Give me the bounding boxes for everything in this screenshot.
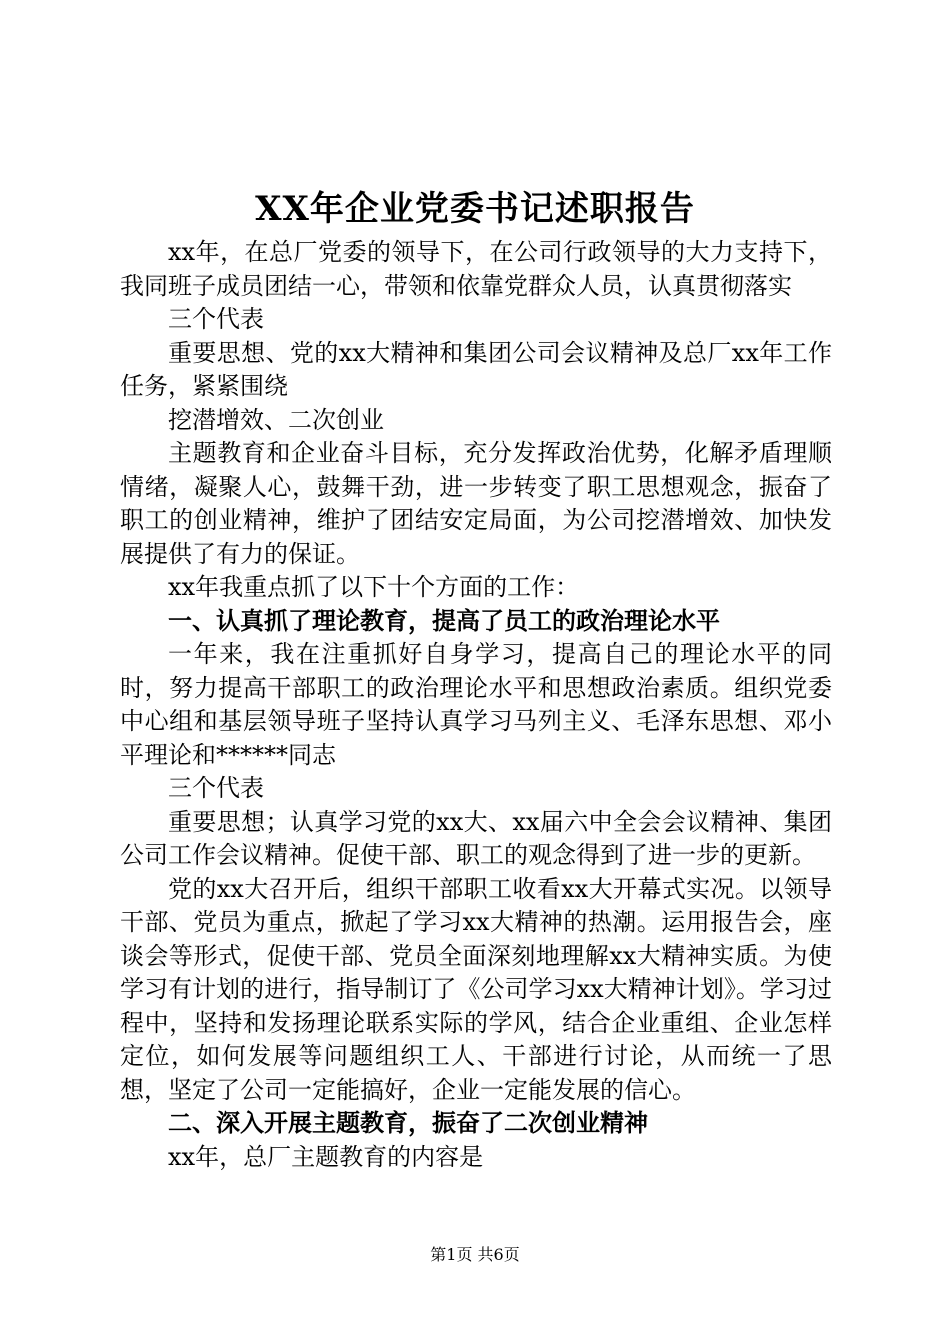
paragraph: 三个代表 <box>168 774 264 802</box>
paragraph: 党的xx大召开后，组织干部职工收看xx大开幕式实况。以领导干部、党员为重点，掀起了学习xx大精神的热潮。运用报告会，座谈会等形式，促使干部、党员全面深刻地理解xx大精神实质。为使学习有计划的进行，指导制订了《公司学习xx大精神计划》。学习过程中，坚持和发扬理论联系实际的学风，结合企业重组、企业怎样定位，如何发展等问题组织工人、干部进行讨论，从而统一了思想，坚定了公司一定能搞好，企业一定能发展的信心。 <box>120 874 832 1104</box>
paragraph: 重要思想；认真学习党的xx大、xx届六中全会会议精神、集团公司工作会议精神。促使干部、职工的观念得到了进一步的更新。 <box>120 807 832 869</box>
paragraph: 三个代表 <box>168 305 264 333</box>
document-title: XX年企业党委书记述职报告 <box>255 189 695 229</box>
page-footer: 第1页 共6页 <box>430 1245 520 1264</box>
section-heading: 二、深入开展主题教育，振奋了二次创业精神 <box>168 1109 648 1137</box>
paragraph: 挖潜增效、二次创业 <box>168 405 384 434</box>
paragraph: xx年，在总厂党委的领导下，在公司行政领导的大力支持下，我同班子成员团结一心，带领和依靠党群众人员，认真贯彻落实 <box>120 238 832 300</box>
document-body <box>120 236 832 1174</box>
paragraph: 一年来，我在注重抓好自身学习，提高自己的理论水平的同时，努力提高干部职工的政治理论水平和思想政治素质。组织党委中心组和基层领导班子坚持认真学习马列主义、毛泽东思想、邓小平理论和******同志 <box>120 640 832 769</box>
paragraph: xx年我重点抓了以下十个方面的工作： <box>168 573 580 601</box>
paragraph: 重要思想、党的xx大精神和集团公司会议精神及总厂xx年工作任务，紧紧围绕 <box>120 338 832 400</box>
paragraph: xx年，总厂主题教育的内容是 <box>168 1142 484 1171</box>
section-heading: 一、认真抓了理论教育，提高了员工的政治理论水平 <box>168 606 720 635</box>
paragraph: 主题教育和企业奋斗目标，充分发挥政治优势，化解矛盾理顺情绪，凝聚人心，鼓舞干劲，进一步转变了职工思想观念，振奋了职工的创业精神，维护了团结安定局面，为公司挖潜增效、加快发展提供了有力的保证。 <box>120 439 832 568</box>
